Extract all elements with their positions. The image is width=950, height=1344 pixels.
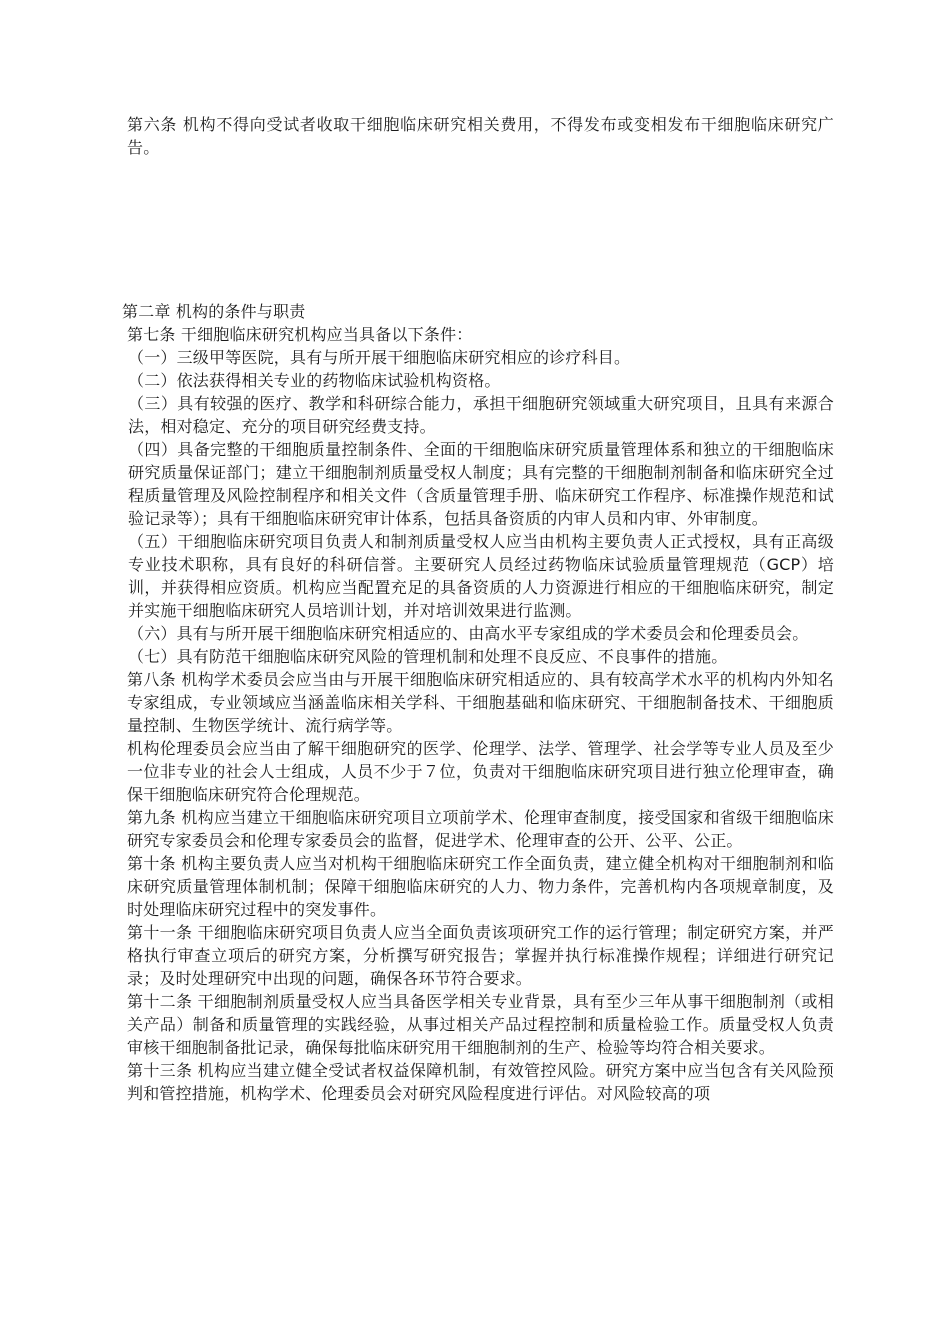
article-7-item-5: （五）干细胞临床研究项目负责人和制剂质量受权人应当由机构主要负责人正式授权，具有正高级专业技术职称，具有良好的科研信誉。主要研究人员经过药物临床试验质量管理规范（GCP）培训，并获得相应资质。机构应当配置充足的具备资质的人力资源进行相应的干细胞临床研究，制定并实施干细胞临床研究人员培训计划，并对培训效果进行监测。 bbox=[128, 532, 834, 620]
article-7-item-2: （二）依法获得相关专业的药物临床试验机构资格。 bbox=[128, 371, 501, 390]
article-6: 第六条 机构不得向受试者收取干细胞临床研究相关费用，不得发布或变相发布干细胞临床研究广告。 bbox=[127, 115, 834, 157]
article-7-intro: 第七条 干细胞临床研究机构应当具备以下条件： bbox=[127, 325, 473, 344]
article-13: 第十三条 机构应当建立健全受试者权益保障机制，有效管控风险。研究方案中应当包含有关风险预判和管控措施，机构学术、伦理委员会对研究风险程度进行评估。对风险较高的项 bbox=[127, 1061, 834, 1103]
article-10: 第十条 机构主要负责人应当对机构干细胞临床研究工作全面负责，建立健全机构对干细胞制剂和临床研究质量管理体制机制；保障干细胞临床研究的人力、物力条件，完善机构内各项规章制度，及时处理临床研究过程中的突发事件。 bbox=[127, 854, 834, 919]
article-11: 第十一条 干细胞临床研究项目负责人应当全面负责该项研究工作的运行管理；制定研究方案，并严格执行审查立项后的研究方案，分析撰写研究报告；掌握并执行标准操作规程；详细进行研究记录；及时处理研究中出现的问题，确保各环节符合要求。 bbox=[127, 923, 834, 988]
article-9: 第九条 机构应当建立干细胞临床研究项目立项前学术、伦理审查制度，接受国家和省级干细胞临床研究专家委员会和伦理专家委员会的监督，促进学术、伦理审查的公开、公平、公正。 bbox=[127, 808, 834, 850]
article-12: 第十二条 干细胞制剂质量受权人应当具备医学相关专业背景，具有至少三年从事干细胞制剂（或相关产品）制备和质量管理的实践经验，从事过相关产品过程控制和质量检验工作。质量受权人负责审核干细胞制备批记录，确保每批临床研究用干细胞制剂的生产、检验等均符合相关要求。 bbox=[127, 992, 834, 1057]
article-8: 第八条 机构学术委员会应当由与开展干细胞临床研究相适应的、具有较高学术水平的机构内外知名专家组成，专业领域应当涵盖临床相关学科、干细胞基础和临床研究、干细胞制备技术、干细胞质量控制、生物医学统计、流行病学等。 bbox=[127, 670, 834, 735]
article-7-item-3: （三）具有较强的医疗、教学和科研综合能力，承担干细胞研究领域重大研究项目，且具有来源合法，相对稳定、充分的项目研究经费支持。 bbox=[128, 394, 834, 436]
article-6-block bbox=[122, 113, 834, 159]
article-7-item-6: （六）具有与所开展干细胞临床研究相适应的、由高水平专家组成的学术委员会和伦理委员会。 bbox=[128, 624, 809, 643]
chapter-title: 第二章 机构的条件与职责 bbox=[122, 302, 306, 321]
article-7-item-1: （一）三级甲等医院，具有与所开展干细胞临床研究相应的诊疗科目。 bbox=[128, 348, 631, 367]
article-7-item-4: （四）具备完整的干细胞质量控制条件、全面的干细胞临床研究质量管理体系和独立的干细胞临床研究质量保证部门；建立干细胞制剂质量受权人制度；具有完整的干细胞制剂制备和临床研究全过程质量管理及风险控制程序和相关文件（含质量管理手册、临床研究工作程序、标准操作规范和试验记录等）；具有干细胞临床研究审计体系，包括具备资质的内审人员和内审、外审制度。 bbox=[128, 440, 834, 528]
article-7-item-7: （七）具有防范干细胞临床研究风险的管理机制和处理不良反应、不良事件的措施。 bbox=[128, 647, 728, 666]
article-8-ethics-committee: 机构伦理委员会应当由了解干细胞研究的医学、伦理学、法学、管理学、社会学等专业人员及至少一位非专业的社会人士组成，人员不少于７位，负责对干细胞临床研究项目进行独立伦理审查，确保干细胞临床研究符合伦理规范。 bbox=[127, 739, 834, 804]
chapter-2-block bbox=[122, 300, 834, 1105]
